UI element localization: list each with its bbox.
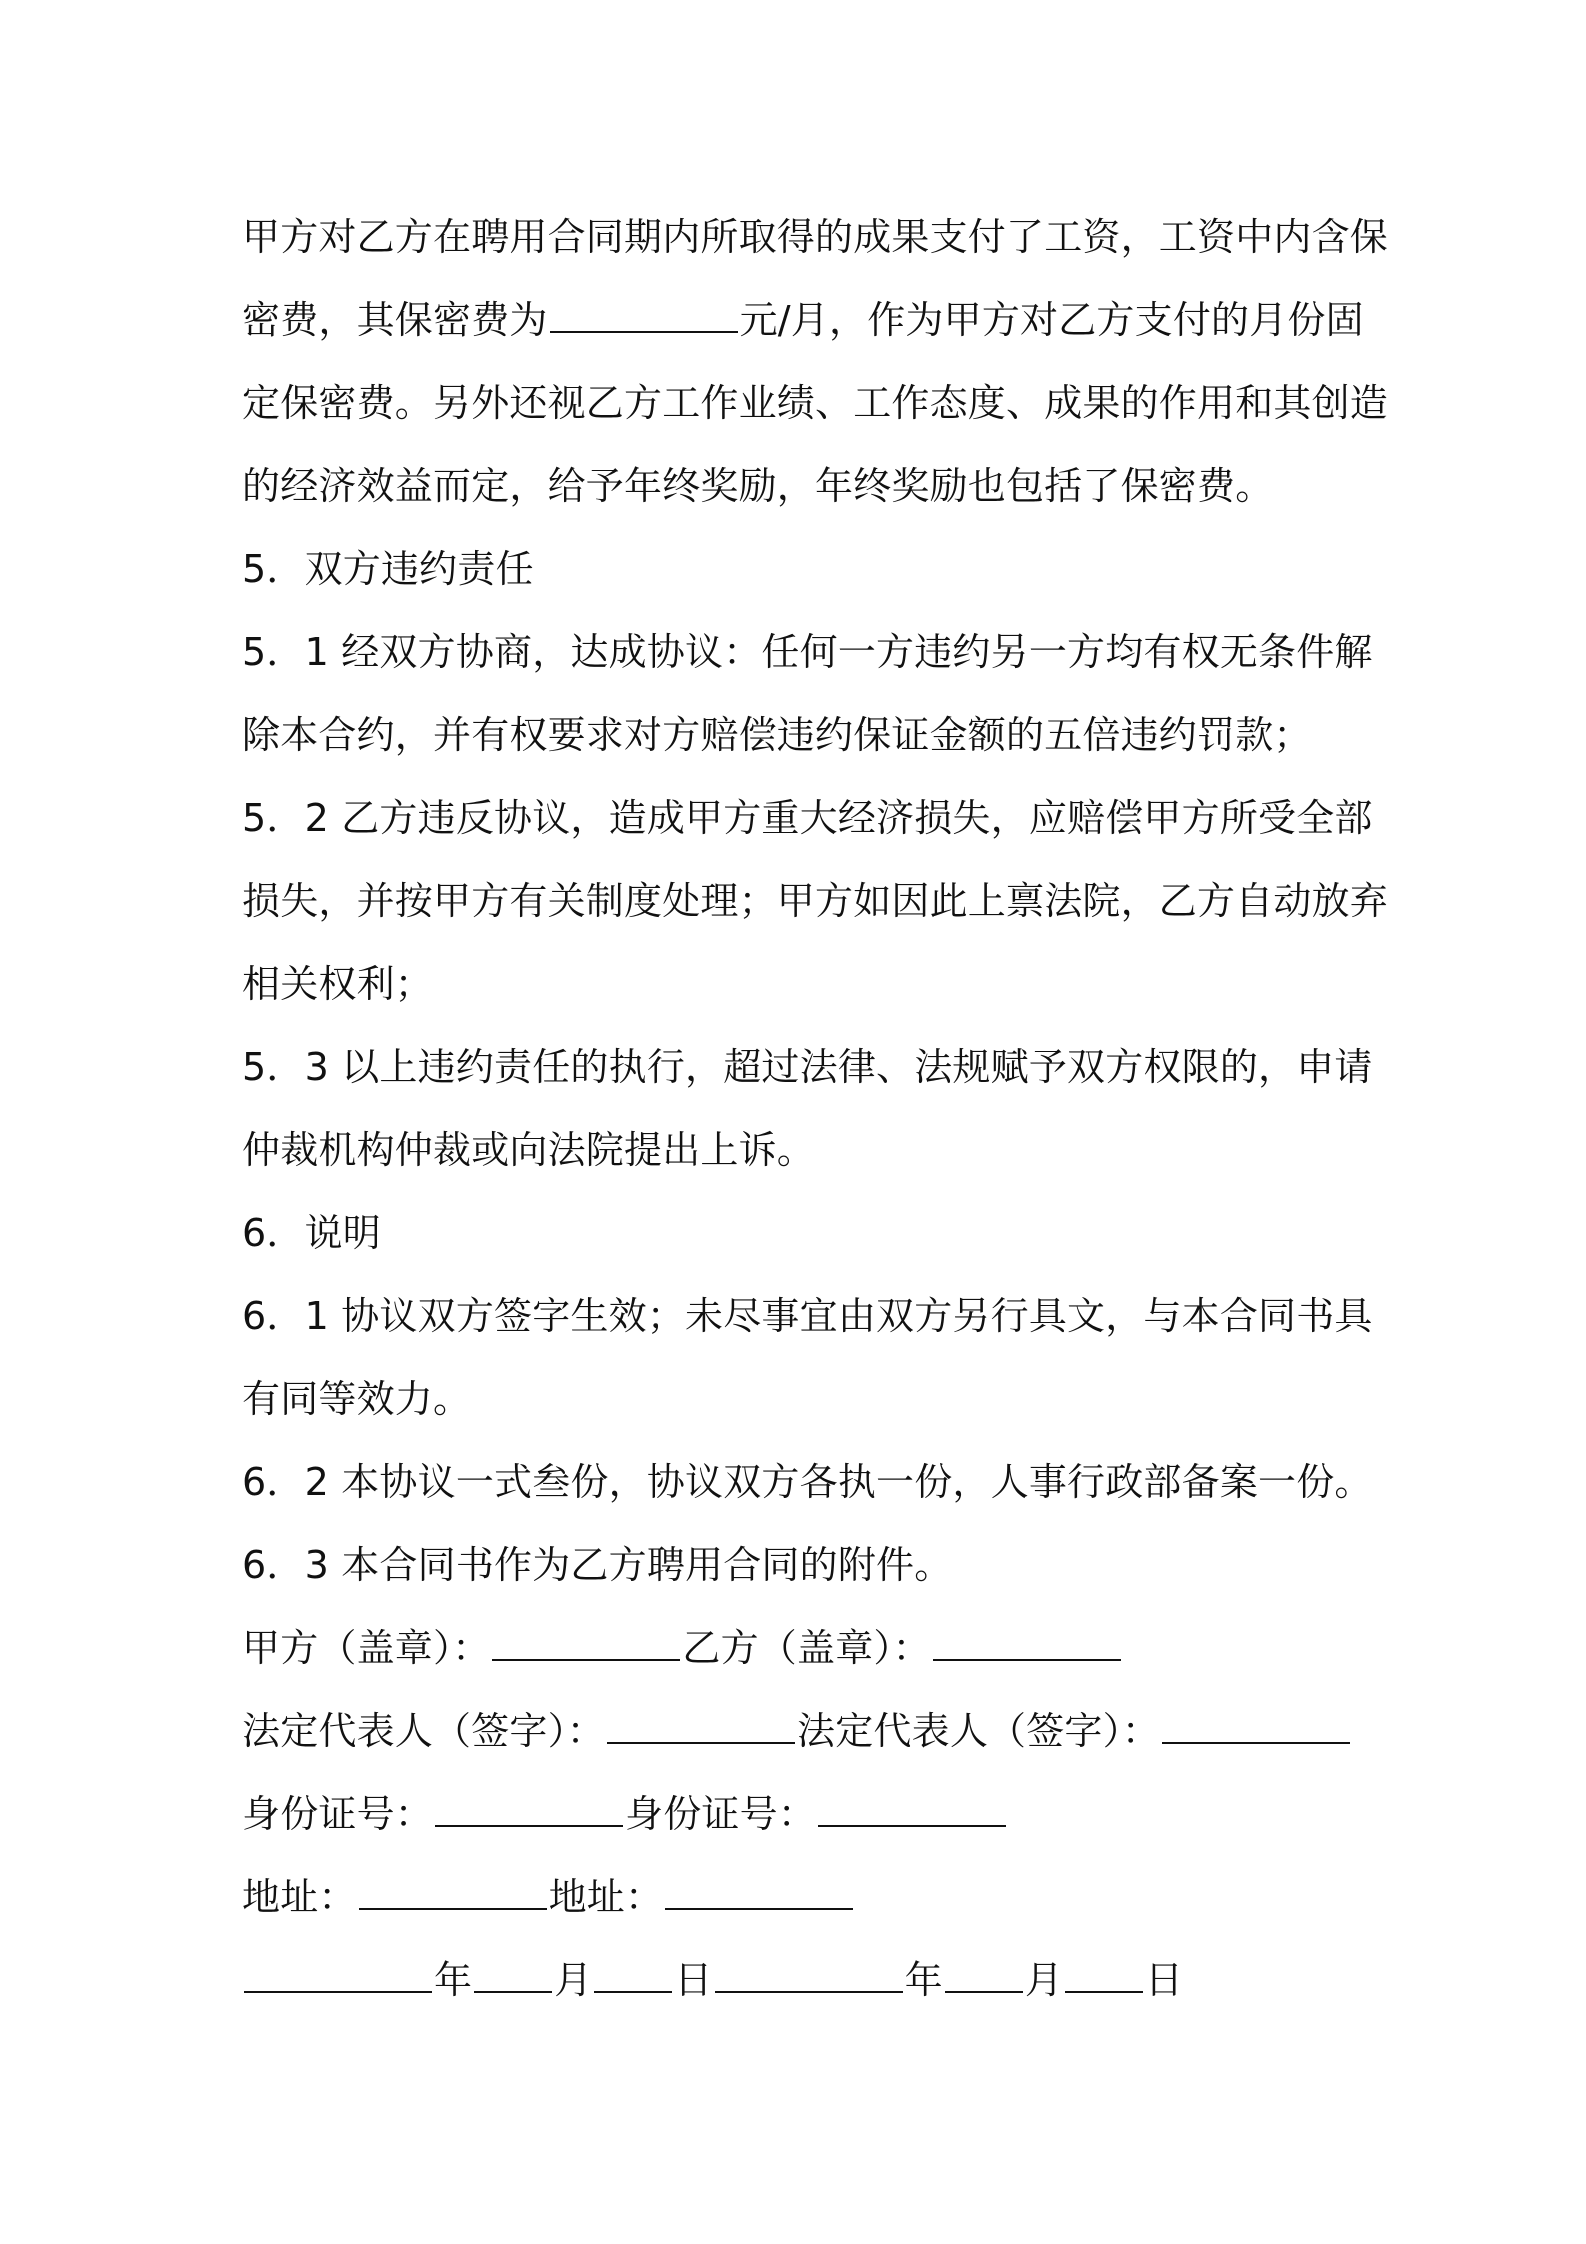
fill-blank: [1065, 1961, 1143, 1993]
text: 定保密费。另外还视乙方工作业绩、工作态度、成果的作用和其创造: [242, 381, 1389, 425]
text: 5．2 乙方违反协议，造成甲方重大经济损失，应赔偿甲方所受全部: [242, 796, 1373, 840]
signature-rep-line: [242, 1690, 1362, 1773]
fill-blank: [818, 1795, 1006, 1827]
text: 6．2 本协议一式叁份，协议双方各执一份，人事行政部备案一份。: [242, 1460, 1373, 1504]
rep-a-label: 法定代表人（签字）：: [242, 1709, 606, 1753]
fill-blank: [665, 1878, 853, 1910]
text: 5．3 以上违约责任的执行，超过法律、法规赋予双方权限的，申请: [242, 1045, 1373, 1089]
id-a-label: 身份证号：: [242, 1792, 434, 1836]
text: 的经济效益而定，给予年终奖励，年终奖励也包括了保密费。: [242, 464, 1274, 508]
fill-blank: [359, 1878, 547, 1910]
paragraph-line: [242, 943, 1362, 1026]
text: 有同等效力。: [242, 1377, 472, 1421]
month-label: 月: [554, 1958, 593, 2002]
paragraph-line: [242, 860, 1389, 943]
addr-b-label: 地址：: [548, 1875, 664, 1919]
text: 6．3 本合同书作为乙方聘用合同的附件。: [242, 1543, 953, 1587]
paragraph-line: [242, 362, 1389, 445]
fill-blank: [1162, 1712, 1350, 1744]
text: 相关权利；: [242, 962, 434, 1006]
text: 6．1 协议双方签字生效；未尽事宜由双方另行具文，与本合同书具: [242, 1294, 1373, 1338]
fill-blank: [945, 1961, 1023, 1993]
year-label: 年: [904, 1958, 943, 2002]
fill-blank: [474, 1961, 552, 1993]
paragraph-line: [242, 694, 1362, 777]
paragraph-line: [242, 1524, 1362, 1607]
party-a-seal-label: 甲方（盖章）：: [242, 1626, 491, 1670]
text: 仲裁机构仲裁或向法院提出上诉。: [242, 1128, 816, 1172]
paragraph-line: [242, 445, 1362, 528]
fill-blank: [607, 1712, 795, 1744]
addr-a-label: 地址：: [242, 1875, 357, 1919]
fill-blank: [715, 1961, 903, 1993]
paragraph-line: [242, 1441, 1373, 1524]
text: 5．双方违约责任: [242, 547, 534, 591]
paragraph-line: [242, 1275, 1373, 1358]
text: 损失，并按甲方有关制度处理；甲方如因此上禀法院，乙方自动放弃: [242, 879, 1389, 923]
section-heading: [242, 528, 1362, 611]
day-label: 日: [1145, 1958, 1184, 2002]
year-label: 年: [434, 1958, 473, 2002]
fill-blank: [435, 1795, 623, 1827]
paragraph-line: [242, 777, 1373, 860]
signature-seal-line: [242, 1607, 1362, 1690]
fill-blank: [594, 1961, 672, 1993]
id-b-label: 身份证号：: [625, 1792, 817, 1836]
rep-b-label: 法定代表人（签字）：: [797, 1709, 1161, 1753]
fill-blank: [492, 1629, 680, 1661]
day-label: 日: [674, 1958, 713, 2002]
text: 除本合约，并有权要求对方赔偿违约保证金额的五倍违约罚款；: [242, 713, 1312, 757]
section-heading: [242, 1192, 1362, 1275]
text: 密费，其保密费为: [242, 298, 548, 342]
paragraph-line: [242, 611, 1373, 694]
fill-blank: [550, 301, 738, 333]
paragraph-line: [242, 1358, 1362, 1441]
signature-id-line: [242, 1773, 1362, 1856]
paragraph-line: [242, 196, 1389, 279]
paragraph-line: [242, 279, 1362, 362]
party-b-seal-label: 乙方（盖章）：: [682, 1626, 931, 1670]
document-body: [242, 196, 1389, 2022]
text: 5．1 经双方协商，达成协议：任何一方违约另一方均有权无条件解: [242, 630, 1373, 674]
text: 6．说明: [242, 1211, 381, 1255]
text: 元/月，作为甲方对乙方支付的月份固: [739, 298, 1364, 342]
paragraph-line: [242, 1109, 1362, 1192]
signature-address-line: [242, 1856, 1362, 1939]
fill-blank: [244, 1961, 432, 1993]
month-label: 月: [1024, 1958, 1064, 2002]
paragraph-line: [242, 1026, 1373, 1109]
text: 甲方对乙方在聘用合同期内所取得的成果支付了工资，工资中内含保: [242, 215, 1389, 259]
signature-date-line: [242, 1939, 1362, 2022]
fill-blank: [933, 1629, 1121, 1661]
